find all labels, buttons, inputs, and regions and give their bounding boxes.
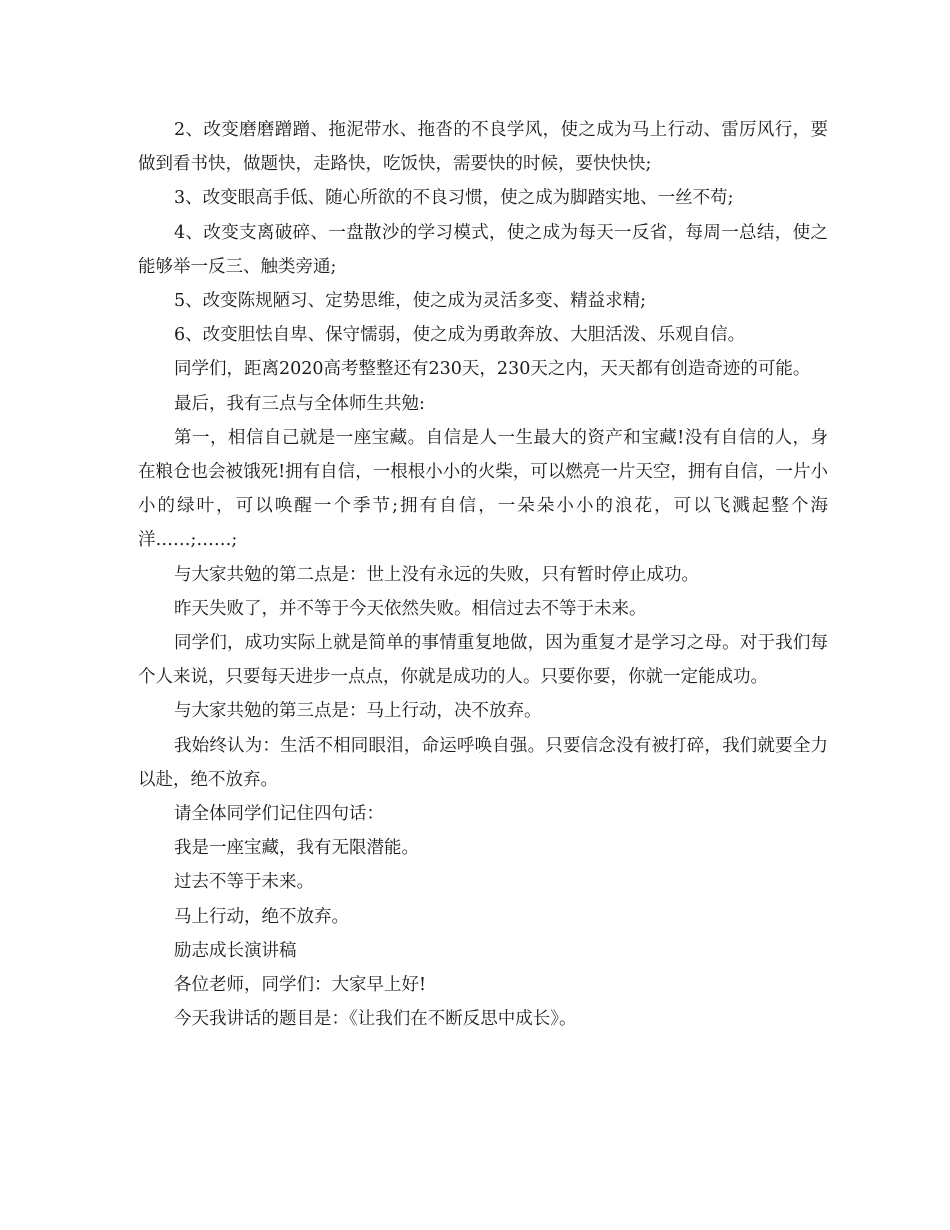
paragraph-second-point: 与大家共勉的第二点是：世上没有永远的失败，只有暂时停止成功。 — [174, 564, 699, 585]
paragraph-first-point: 第一，相信自己就是一座宝藏。自信是人一生最大的资产和宝藏!没有自信的人，身在粮仓也会被饿死!拥有自信，一根根小小的火柴，可以燃亮一片天空，拥有自信，一片小小的绿叶，可以唤醒一个季节;拥有自信，一朵朵小小的浪花，可以飞溅起整个海洋……;……; — [138, 427, 828, 551]
paragraph-four-sentences-intro: 请全体同学们记住四句话： — [174, 804, 384, 825]
paragraph-topic: 今天我讲话的题目是：《让我们在不断反思中成长》。 — [174, 1009, 577, 1030]
paragraph-sentence-treasure: 我是一座宝藏，我有无限潜能。 — [174, 838, 419, 859]
paragraph-yesterday-failure: 昨天失败了，并不等于今天依然失败。相信过去不等于未来。 — [174, 598, 647, 619]
paragraph-sentence-act-now: 马上行动，绝不放弃。 — [174, 906, 349, 927]
paragraph-change-timidity: 6、改变胆怯自卑、保守懦弱，使之成为勇敢奔放、大胆活泼、乐观自信。 — [174, 325, 746, 346]
paragraph-change-study-habits: 2、改变磨磨蹭蹭、拖泥带水、拖沓的不良学风，使之成为马上行动、雷厉风行，要做到看书快，做题快，走路快，吃饭快，需要快的时候，要快快快; — [138, 120, 828, 175]
paragraph-speech-title: 励志成长演讲稿 — [174, 940, 297, 961]
paragraph-greeting: 各位老师，同学们：大家早上好! — [174, 975, 427, 996]
paragraph-third-point: 与大家共勉的第三点是：马上行动，决不放弃。 — [174, 701, 542, 722]
paragraph-never-give-up: 我始终认为：生活不相同眼泪，命运呼唤自强。只要信念没有被打碎，我们就要全力以赴，绝不放弃。 — [138, 735, 828, 790]
paragraph-change-learning-mode: 4、改变支离破碎、一盘散沙的学习模式，使之成为每天一反省，每周一总结，使之能够举一反三、触类旁通; — [138, 222, 828, 277]
paragraph-three-points-intro: 最后，我有三点与全体师生共勉: — [174, 393, 425, 414]
paragraph-sentence-past-future: 过去不等于未来。 — [174, 872, 314, 893]
paragraph-change-careless-habits: 3、改变眼高手低、随心所欲的不良习惯，使之成为脚踏实地、一丝不苟; — [174, 188, 734, 209]
paragraph-change-fixed-thinking: 5、改变陈规陋习、定势思维，使之成为灵活多变、精益求精; — [174, 291, 647, 312]
document-body — [138, 113, 828, 1036]
paragraph-success-repetition: 同学们，成功实际上就是简单的事情重复地做，因为重复才是学习之母。对于我们每个人来说，只要每天进步一点点，你就是成功的人。只要你要，你就一定能成功。 — [138, 633, 828, 688]
paragraph-exam-countdown: 同学们，距离2020高考整整还有230天，230天之内，天天都有创造奇迹的可能。 — [174, 359, 811, 380]
